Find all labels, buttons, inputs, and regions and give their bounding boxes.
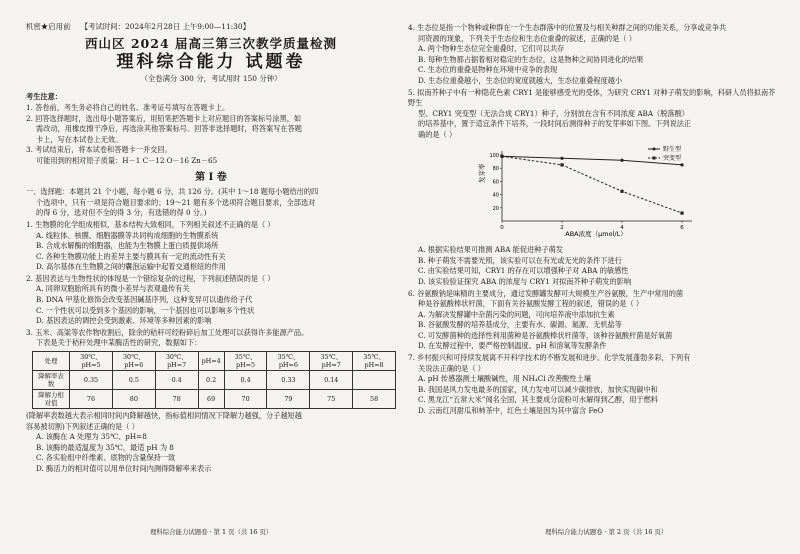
- table-cell: 35℃、pH=8: [353, 352, 396, 371]
- table-cell: 处理: [33, 352, 70, 371]
- mutant-point: [500, 154, 503, 157]
- y-tick-label: 20: [492, 205, 499, 212]
- question-6: [408, 289, 780, 353]
- option-c: C. 由实验结果可知，CRY1 的存在可以增强种子对 ABA 的敏感性: [418, 266, 629, 276]
- section-intro: 个选项中，只有一项是符合题目要求的；19～21 题有多个选项符合题目要求，全部选对: [36, 197, 316, 207]
- chart-marks: [489, 153, 684, 231]
- question-stem: 同资源的现象，下列关于生态位和生态位重叠的叙述，正确的是（ ）: [418, 33, 636, 43]
- table-cell: 30℃、pH=7: [155, 352, 198, 371]
- x-tick-label: 0: [500, 224, 504, 231]
- table-cell: 30℃、pH=5: [70, 352, 113, 371]
- table-cell: 35℃、pH=6: [267, 352, 310, 371]
- x-tick-label: 2: [560, 224, 564, 231]
- option-c: C. 各实验组中纤维素、底物的含量保持一致: [36, 453, 176, 463]
- wild-type-point: [620, 158, 623, 161]
- notes-heading: 考生注意：: [26, 92, 62, 102]
- question-stem: 3. 玉米、高粱等农作物收割后，除余的秸秆可经粉碎后加工处理可以获得许多能源产品。: [26, 327, 309, 337]
- option-a: A. 根据实验结果可推测 ABA 能促进种子萌发: [418, 245, 563, 255]
- table-cell: 76: [70, 390, 113, 409]
- x-tick-label: 4: [620, 224, 624, 231]
- option-a: A. pH 传感器测土壤酸碱性，用 NH₄Cl 改善酸性土壤: [418, 374, 591, 384]
- table-cell: 降解力相对值: [33, 390, 70, 409]
- table-row: [33, 352, 396, 371]
- question-2: [26, 274, 396, 327]
- y-axis-label-text: 发芽率: [478, 163, 486, 183]
- option-c: C. 黑龙江“五常大米”闻名全国，其主要成分淀粉可水解得到乙醇，用于燃料: [418, 395, 658, 405]
- question-7: [408, 353, 780, 417]
- legend-wild-marker: [653, 147, 656, 150]
- enzyme-table: [32, 351, 396, 409]
- option-d: D. 高尔基体在生物膜之间的囊泡运输中起着交通枢纽的作用: [36, 262, 226, 272]
- option-b: B. 种子萌发不需要光照，该实验可以在有光或无光的条件下进行: [418, 255, 622, 265]
- option-d: D. 酶活力的相对值可以用单位时间内测得降解率来表示: [36, 464, 212, 473]
- section-intro: 的得 6 分，选对但不全的得 3 分，有选错的得 0 分。): [36, 208, 207, 218]
- table-cell: 75: [310, 390, 353, 409]
- y-tick-label: 80: [492, 165, 499, 172]
- option-d: D. 云南红河甜瓜和柿茶中，红色土壤是因为其中富含 FeO: [418, 406, 604, 416]
- wild-type-point: [680, 163, 683, 166]
- option-b: B. 我国是风力发电最多的国家，风力发电可以减少碳排放，加快实现碳中和: [418, 384, 658, 394]
- option-b: B. 谷氨酸发酵的培养基成分，主要有水、碳源、氮源、无机盐等: [418, 320, 622, 330]
- option-a: A. 为解决发酵罐中杂菌污染的问题，可向培养液中添加抗生素: [418, 309, 615, 319]
- option-b: B. DNA 甲基化修饰会改变基因碱基序列，这种变异可以遗传给子代: [36, 295, 253, 305]
- table-cell: 70: [224, 390, 267, 409]
- option-d: D. 生态位重叠越小，生态位的宽度就越大，生态位重叠程度越小: [418, 75, 623, 85]
- note-line: 2. 回答选择题时，选出每小题答案后，用铅笔把答题卡上对应题目的答案标号涂黑，如: [26, 113, 302, 123]
- question-4: [408, 23, 780, 87]
- note-line: 卡上，写在本试卷上无效。: [36, 134, 123, 144]
- option-a: A. 线粒体、核膜、细胞器膜等共同构成细胞的生物膜系统: [36, 230, 219, 240]
- table-cell: 30℃、pH=6: [112, 352, 155, 371]
- footer-right: 理科综合能力试题卷 · 第 2 页（共 16 页）: [545, 528, 668, 536]
- question-stem: 的培养基中，置于适宜条件下培养，一段时间后测得种子的发芽率如下图。下列说法正: [418, 119, 692, 129]
- table-cell: 0.4: [155, 371, 198, 390]
- y-axis-label: [478, 163, 486, 183]
- question-5: [408, 88, 780, 288]
- option-c: C. 可发酵菌种的选择性利用菌种是谷氨酸棒状杆菌等，该种谷氨酸杆菌是好氧菌: [418, 330, 673, 340]
- table-cell: [353, 371, 396, 390]
- option-d: D. 基因表达的调控会受到激素、环境等多种因素的影响: [36, 316, 212, 326]
- question-stem: 确的是（ ）: [418, 129, 457, 139]
- question-stem: 种是谷氨酸棒状杆菌，下面有关谷氨酸发酵工程的叙述，错误的是（ ）: [418, 299, 644, 309]
- question-stem: 下表是关于秸秆处理中某酶活性的研究，数据如下：: [36, 338, 202, 348]
- table-cell: 58: [353, 390, 396, 409]
- option-a: A. 两个物种生态位完全重叠时，它们可以共存: [418, 44, 565, 54]
- section-title: 第 Ⅰ 卷: [195, 171, 227, 183]
- x-axis-label: ABA浓度（μmol/L）: [565, 229, 627, 238]
- legend-mutant-marker: [653, 156, 656, 159]
- table-cell: 78: [155, 390, 198, 409]
- question-1: [26, 220, 396, 273]
- table-note: 容易被切割)下列叙述正确的是（ ）: [26, 421, 139, 431]
- question-stem: 6. 谷氨酸钠是味精的主要成分，通过发酵罐发酵可大规模生产谷氨酸，生产中常用的菌: [408, 288, 684, 298]
- option-c: C. 一个性状可以受到多个基因的影响，一个基因也可以影响多个性状: [36, 305, 255, 315]
- table-cell: 0.14: [310, 371, 353, 390]
- aba-germination-chart: [478, 143, 708, 239]
- note-line: 3. 考试结束后，将本试卷和答题卡一并交回。: [26, 145, 172, 155]
- table-cell: 69: [198, 390, 224, 409]
- header-line: [26, 22, 396, 33]
- y-tick-label: 60: [492, 178, 499, 185]
- question-stem: 1. 生物膜的化学组成相似，基本结构大致相同，下列相关叙述不正确的是（ ）: [26, 219, 275, 229]
- mutant-line: [502, 156, 682, 213]
- legend: [648, 145, 681, 162]
- table-cell: 0.33: [267, 371, 310, 390]
- option-d: D. 在发酵过程中，要严格控制温度、pH 和溶氧等发酵条件: [418, 341, 607, 351]
- wild-type-point: [560, 156, 563, 159]
- page-title: 理科综合能力 试题卷: [116, 52, 306, 73]
- option-c: C. 各种生物膜功能上的差异主要与膜具有一定的流动性有关: [36, 251, 226, 261]
- table-cell: 0.35: [70, 371, 113, 390]
- legend-mutant-label: 突变型: [663, 154, 682, 162]
- option-c: C. 生态位的重叠是物种在环境中竞争的表现: [418, 65, 558, 75]
- table-cell: 0.2: [198, 371, 224, 390]
- note-line: 可能用到的相对原子质量：H－1 C－12 O－16 Zn－65: [36, 155, 218, 165]
- y-tick-label: 100: [489, 152, 499, 159]
- table-cell: 35℃、pH=5: [224, 352, 267, 371]
- option-d: D. 该实验验证探究 ABA 的浓度与 CRY1 对拟南芥种子萌发的影响: [418, 276, 632, 286]
- question-stem: 5. 拟南芥种子中有一种隐花色素 CRY1 是能够感受光的受体，为研究 CRY1 对种子萌发的影响，科研人员将拟南芥野生: [408, 87, 776, 108]
- left-column: [26, 22, 396, 475]
- table-cell: 降解率表数: [33, 371, 70, 390]
- note-line: 1. 答卷前，考生务必将自己的姓名、准考证号填写在答题卡上。: [26, 102, 230, 112]
- table-cell: 35℃、pH=7: [310, 352, 353, 371]
- question-stem: 型、CRY1 突变型（无法合成 CRY1）种子，分别放在含有不同浓度 ABA（脱落酸）: [418, 108, 689, 118]
- question-stem: 4. 生态位是指一个物种或种群在一个生态群落中的位置及与相关种群之间的功能关系，分享或竞争共: [408, 23, 727, 32]
- option-b: B. 该酶的最适温度为 35℃，最适 pH 为 8: [36, 442, 174, 452]
- table-note: (降解率表数越大表示相同时间内降解越快，指标值相同情况下降解力越强，分子越短越: [26, 411, 302, 421]
- mutant-point: [680, 211, 683, 214]
- option-b: B. 每种生物都占据着相对稳定的生态位，这是物种之间协同进化的结果: [418, 54, 644, 64]
- note-line: 需改动，用橡皮擦干净后，再选涂其他答案标号。回答非选择题时，将答案写在答题: [36, 124, 302, 134]
- question-3: [26, 328, 396, 475]
- mutant-point: [620, 189, 623, 192]
- mutant-point: [560, 163, 563, 166]
- table-cell: pH=4: [198, 352, 224, 371]
- legend-wild-label: 野生型: [663, 145, 682, 153]
- footer-left: 理科综合能力试题卷 · 第 1 页（共 16 页）: [150, 528, 273, 536]
- school-title: 西山区 2024 届高三第三次教学质量检测: [85, 35, 337, 51]
- x-tick-label: 6: [680, 224, 684, 231]
- option-b: B. 合成水解酶的细胞器，也能为生物膜上蛋白质提供场所: [36, 241, 219, 251]
- question-stem: 7. 乡村振兴和可持续发展离不开科学技术的不断发展和进步。化学发展蓬勃多彩，下列有: [408, 353, 691, 363]
- table-cell: 0.4: [224, 371, 267, 390]
- secret-label: 机密★启用前: [26, 22, 71, 31]
- y-tick-label: 40: [492, 192, 499, 199]
- option-a: A. 同卵双胞胎所具有的微小差异与表观遗传有关: [36, 284, 190, 294]
- question-stem: 2. 基因表达与生物性状的体现是一个错综复杂的过程，下列叙述错误的是（ ）: [26, 273, 275, 283]
- table-row: [33, 390, 396, 409]
- table-row: [33, 371, 396, 390]
- notes-block: [26, 92, 396, 166]
- table-cell: 0.5: [112, 371, 155, 390]
- table-cell: 80: [112, 390, 155, 409]
- exam-subtitle: （全卷满分 300 分，考试用时 150 分钟）: [140, 73, 282, 83]
- section-intro: 一、选择题：本题共 21 个小题，每小题 6 分，共 126 分。(其中 1～18 题每小题给出的四: [26, 187, 319, 197]
- right-column: [408, 22, 780, 417]
- table-cell: 79: [267, 390, 310, 409]
- question-stem: 关说法正确的是（ ）: [418, 363, 485, 373]
- exam-time: 【考试时间：2024年2月28日 上午9:00—11:30】: [80, 22, 250, 31]
- option-a: A. 该酶在 A 处理为 35℃、pH=8: [36, 432, 147, 442]
